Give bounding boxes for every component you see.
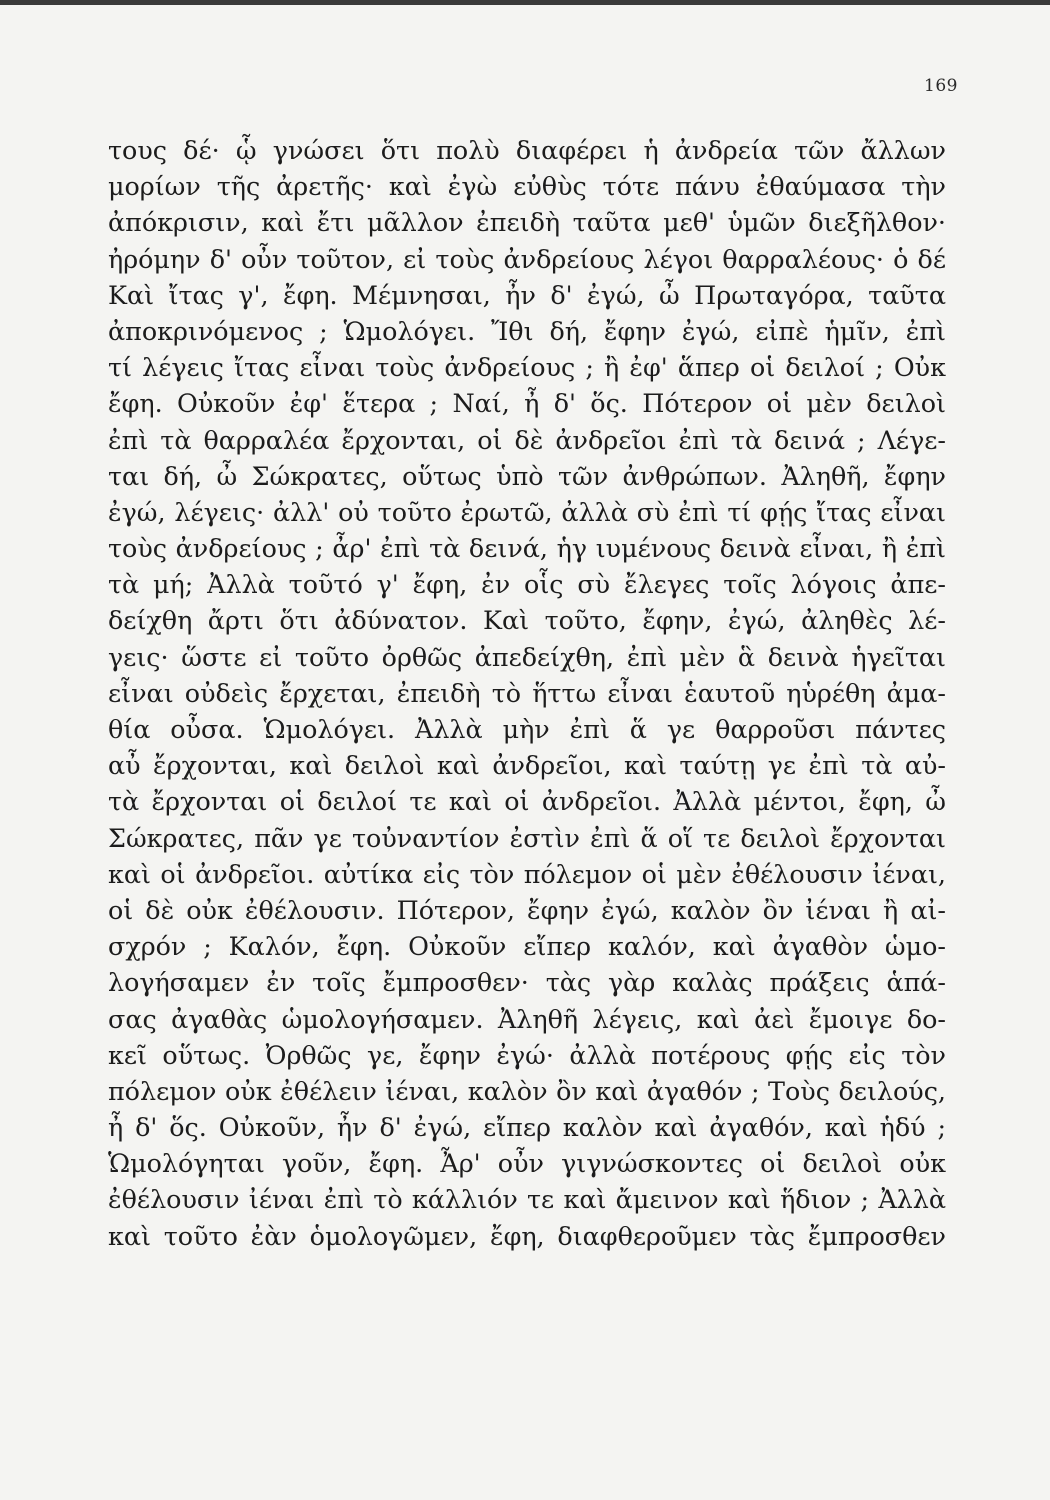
text-line: ἐθέλουσιν ἰέναι ἐπὶ τὸ κάλλιόν τε καὶ ἄμεινον καὶ ἥδιον ; Ἀλλὰ: [108, 1184, 946, 1215]
text-line: ἀπόκρισιν, καὶ ἔτι μᾶλλον ἐπειδὴ ταῦτα μεθ' ὑμῶν διεξῆλθον·: [108, 207, 946, 238]
text-line: τοὺς ἀνδρείους ; ἆρ' ἐπὶ τὰ δεινά, ἡγ ιυμένους δεινὰ εἶναι, ἢ ἐπὶ: [108, 533, 946, 564]
text-line: τί λέγεις ἴτας εἶναι τοὺς ἀνδρείους ; ἢ ἐφ' ἅπερ οἱ δειλοί ; Οὐκ: [108, 352, 946, 383]
text-line: Ὡμολόγηται γοῦν, ἔφη. Ἆρ' οὖν γιγνώσκοντες οἱ δειλοὶ οὐκ: [108, 1148, 946, 1179]
text-line: σχρόν ; Καλόν, ἔφη. Οὐκοῦν εἴπερ καλόν, καὶ ἀγαθὸν ὡμο-: [108, 931, 946, 962]
text-line: γεις· ὥστε εἰ τοῦτο ὀρθῶς ἀπεδείχθη, ἐπὶ μὲν ἃ δεινὰ ἡγεῖται: [108, 641, 946, 672]
text-line: ἠρόμην δ' οὖν τοῦτον, εἰ τοὺς ἀνδρείους λέγοι θαρραλέους· ὁ δέ: [108, 243, 946, 274]
text-line: ἐπὶ τὰ θαρραλέα ἔρχονται, οἱ δὲ ἀνδρεῖοι ἐπὶ τὰ δεινά ; Λέγε-: [108, 424, 946, 455]
text-line: οἱ δὲ οὐκ ἐθέλουσιν. Πότερον, ἔφην ἐγώ, καλὸν ὂν ἰέναι ἢ αἰ-: [108, 894, 946, 925]
text-line: εἶναι οὐδεὶς ἔρχεται, ἐπειδὴ τὸ ἥττω εἶναι ἑαυτοῦ ηὑρέθη ἀμα-: [108, 677, 946, 708]
text-line: τὰ ἔρχονται οἱ δειλοί τε καὶ οἱ ἀνδρεῖοι. Ἀλλὰ μέντοι, ἔφη, ὦ: [108, 786, 946, 817]
text-line: σας ἀγαθὰς ὡμολογήσαμεν. Ἀληθῆ λέγεις, καὶ ἀεὶ ἔμοιγε δο-: [108, 1003, 946, 1034]
text-line: πόλεμον οὐκ ἐθέλειν ἰέναι, καλὸν ὂν καὶ ἀγαθόν ; Τοὺς δειλούς,: [108, 1075, 946, 1106]
text-line: καὶ τοῦτο ἐὰν ὁμολογῶμεν, ἔφη, διαφθεροῦμεν τὰς ἔμπροσθεν: [108, 1220, 946, 1251]
text-line: λογήσαμεν ἐν τοῖς ἔμπροσθεν· τὰς γὰρ καλὰς πράξεις ἁπά-: [108, 967, 946, 998]
text-line: Σώκρατες, πᾶν γε τοὐναντίον ἐστὶν ἐπὶ ἅ οἵ τε δειλοὶ ἔρχονται: [108, 822, 946, 853]
text-line: ἀποκρινόμενος ; Ὡμολόγει. Ἴθι δή, ἔφην ἐγώ, εἰπὲ ἡμῖν, ἐπὶ: [108, 315, 946, 346]
text-line: καὶ οἱ ἀνδρεῖοι. αὐτίκα εἰς τὸν πόλεμον οἱ μὲν ἐθέλουσιν ἰέναι,: [108, 858, 946, 889]
text-line: ἦ δ' ὅς. Οὐκοῦν, ἦν δ' ἐγώ, εἴπερ καλὸν καὶ ἀγαθόν, καὶ ἡδύ ;: [108, 1112, 946, 1143]
text-line: Καὶ ἴτας γ', ἔφη. Μέμνησαι, ἦν δ' ἐγώ, ὦ Πρωταγόρα, ταῦτα: [108, 279, 946, 310]
text-line: ἐγώ, λέγεις· ἀλλ' οὐ τοῦτο ἐρωτῶ, ἀλλὰ σὺ ἐπὶ τί φῄς ἴτας εἶναι: [108, 496, 946, 527]
text-line: τους δέ· ᾧ γνώσει ὅτι πολὺ διαφέρει ἡ ἀνδρεία τῶν ἄλλων: [108, 135, 946, 165]
text-line: μορίων τῆς ἀρετῆς· καὶ ἐγὼ εὐθὺς τότε πάνυ ἐθαύμασα τὴν: [108, 171, 946, 202]
text-line: ται δή, ὦ Σώκρατες, οὕτως ὑπὸ τῶν ἀνθρώπων. Ἀληθῆ, ἔφην: [108, 460, 946, 491]
text-line: κεῖ οὕτως. Ὀρθῶς γε, ἔφην ἐγώ· ἀλλὰ ποτέρους φῄς εἰς τὸν: [108, 1039, 946, 1070]
body-text: [108, 132, 946, 1254]
text-line: αὖ ἔρχονται, καὶ δειλοὶ καὶ ἀνδρεῖοι, καὶ ταύτῃ γε ἐπὶ τὰ αὐ-: [108, 750, 946, 781]
text-line: ἔφη. Οὐκοῦν ἐφ' ἕτερα ; Ναί, ἦ δ' ὅς. Πότερον οἱ μὲν δειλοὶ: [108, 388, 946, 419]
page-top-edge: [0, 0, 1050, 5]
page-number: 169: [924, 76, 958, 96]
text-line: θία οὖσα. Ὡμολόγει. Ἀλλὰ μὴν ἐπὶ ἅ γε θαρροῦσι πάντες: [108, 714, 946, 744]
text-line: δείχθη ἄρτι ὅτι ἀδύνατον. Καὶ τοῦτο, ἔφην, ἐγώ, ἀληθὲς λέ-: [108, 605, 946, 636]
text-line: τὰ μή; Ἀλλὰ τοῦτό γ' ἔφη, ἐν οἷς σὺ ἔλεγες τοῖς λόγοις ἀπε-: [108, 569, 946, 600]
